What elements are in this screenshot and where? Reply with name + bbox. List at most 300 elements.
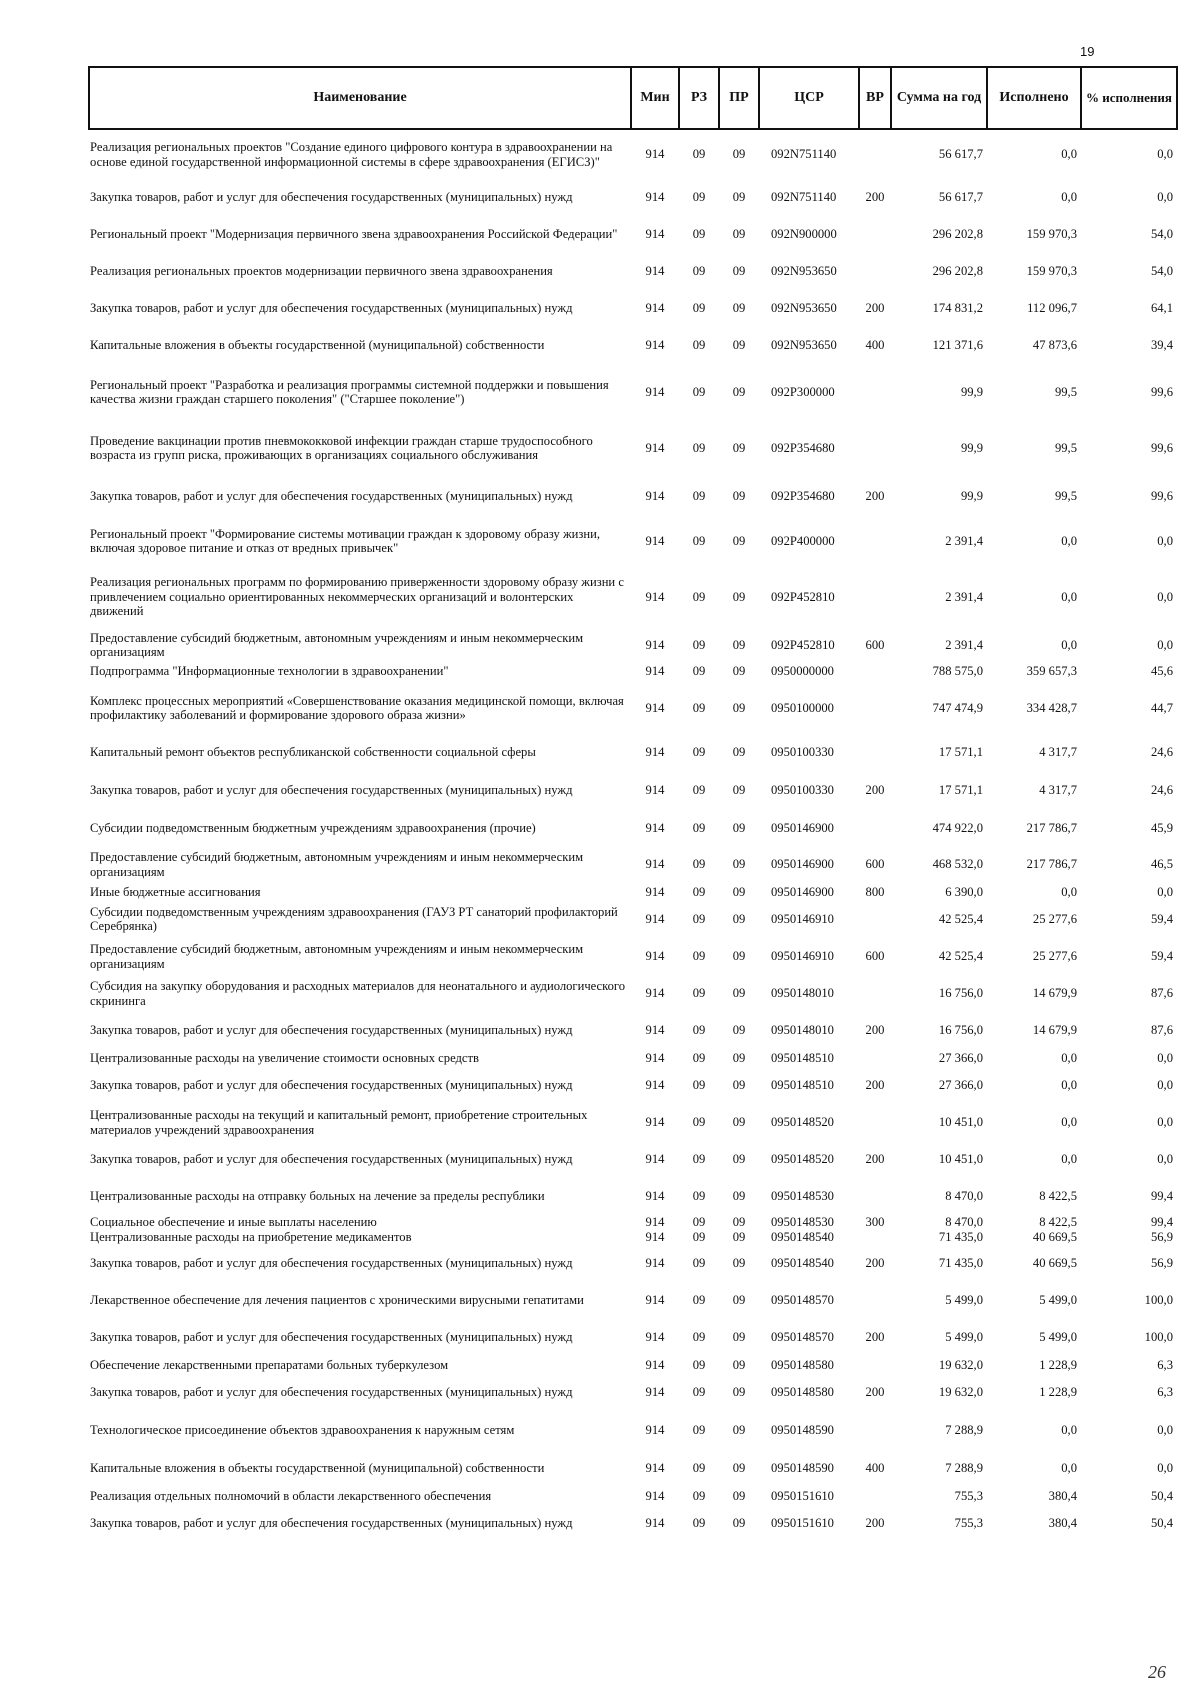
row-exec: 5 499,0 xyxy=(1039,1293,1077,1308)
row-min: 914 xyxy=(645,1215,665,1230)
row-sum: 8 470,0 xyxy=(945,1215,983,1230)
row-min: 914 xyxy=(645,440,665,455)
row-vr xyxy=(859,516,891,566)
row-perc: 87,6 xyxy=(1150,986,1173,1001)
row-csr: 092P400000 xyxy=(771,533,835,548)
row-name: Проведение вакцинации против пневмококковой инфекции граждан старше трудоспособного возраста из групп риска, проживающих в организациях социального обслуживания xyxy=(90,433,593,462)
row-sum: 121 371,6 xyxy=(932,338,983,353)
row-perc: 87,6 xyxy=(1150,1023,1173,1038)
row-vr xyxy=(859,736,891,769)
row-csr: 092N751140 xyxy=(771,147,837,162)
row-name: Закупка товаров, работ и услуг для обеспечения государственных (муниципальных) нужд xyxy=(90,1256,573,1271)
row-perc: 50,4 xyxy=(1150,1516,1173,1531)
row-vr xyxy=(859,364,891,420)
row-rz: 09 xyxy=(692,820,706,835)
row-exec: 8 422,5 xyxy=(1039,1215,1077,1230)
row-exec: 0,0 xyxy=(1061,1422,1077,1437)
header-sum: Сумма на год xyxy=(891,67,987,129)
row-vr xyxy=(859,900,891,938)
row-csr: 092N953650 xyxy=(771,301,837,316)
row-perc: 59,4 xyxy=(1150,949,1173,964)
row-pr: 09 xyxy=(732,264,746,279)
row-sum: 2 391,4 xyxy=(945,589,983,604)
table-header-row xyxy=(89,67,1177,129)
row-min: 914 xyxy=(645,911,665,926)
row-name: Региональный проект "Формирование системы мотивации граждан к здоровому образу жизни, включая здоровое питание и отказ от вредных привычек" xyxy=(90,526,600,555)
row-exec: 380,4 xyxy=(1048,1488,1077,1503)
row-exec: 0,0 xyxy=(1061,1152,1077,1167)
table-row xyxy=(89,1215,1177,1230)
row-pr: 09 xyxy=(732,1115,746,1130)
row-csr: 0950148520 xyxy=(771,1152,834,1167)
row-sum: 174 831,2 xyxy=(932,301,983,316)
row-pr: 09 xyxy=(732,589,746,604)
table-row xyxy=(89,1067,1177,1104)
table-row xyxy=(89,364,1177,420)
row-exec: 0,0 xyxy=(1061,533,1077,548)
row-vr: 200 xyxy=(865,1256,885,1271)
row-pr: 09 xyxy=(732,533,746,548)
row-exec: 0,0 xyxy=(1061,147,1077,162)
row-rz: 09 xyxy=(692,1357,706,1372)
row-sum: 17 571,1 xyxy=(938,782,983,797)
row-rz: 09 xyxy=(692,1293,706,1308)
row-vr xyxy=(859,1230,891,1245)
row-sum: 16 756,0 xyxy=(938,986,983,1001)
row-perc: 0,0 xyxy=(1157,1460,1173,1475)
row-pr: 09 xyxy=(732,301,746,316)
row-min: 914 xyxy=(645,338,665,353)
row-exec: 0,0 xyxy=(1061,1460,1077,1475)
row-name: Капитальный ремонт объектов республиканской собственности социальной сферы xyxy=(90,745,536,760)
table-row xyxy=(89,1245,1177,1282)
row-exec: 1 228,9 xyxy=(1039,1385,1077,1400)
row-sum: 8 470,0 xyxy=(945,1189,983,1204)
row-name: Предоставление субсидий бюджетным, автономным учреждениям и иным некоммерческим организациям xyxy=(90,630,584,659)
row-min: 914 xyxy=(645,384,665,399)
row-sum: 788 575,0 xyxy=(932,663,983,678)
row-csr: 0950148570 xyxy=(771,1293,834,1308)
row-exec: 0,0 xyxy=(1061,637,1077,652)
row-perc: 0,0 xyxy=(1157,1078,1173,1093)
table-row xyxy=(89,290,1177,327)
row-vr: 200 xyxy=(865,1078,885,1093)
row-min: 914 xyxy=(645,1488,665,1503)
row-min: 914 xyxy=(645,1422,665,1437)
row-min: 914 xyxy=(645,264,665,279)
row-rz: 09 xyxy=(692,782,706,797)
row-min: 914 xyxy=(645,663,665,678)
row-sum: 16 756,0 xyxy=(938,1023,983,1038)
row-pr: 09 xyxy=(732,227,746,242)
row-perc: 99,6 xyxy=(1150,440,1173,455)
row-perc: 46,5 xyxy=(1150,857,1173,872)
row-sum: 99,9 xyxy=(960,384,983,399)
row-sum: 296 202,8 xyxy=(932,227,983,242)
row-rz: 09 xyxy=(692,1152,706,1167)
row-csr: 0950148010 xyxy=(771,986,834,1001)
row-pr: 09 xyxy=(732,1189,746,1204)
row-sum: 6 390,0 xyxy=(945,884,983,899)
row-exec: 47 873,6 xyxy=(1032,338,1077,353)
table-row xyxy=(89,1141,1177,1178)
row-sum: 19 632,0 xyxy=(938,1385,983,1400)
row-vr: 800 xyxy=(865,884,885,899)
row-rz: 09 xyxy=(692,1422,706,1437)
row-name: Реализация отдельных полномочий в области лекарственного обеспечения xyxy=(90,1488,492,1503)
row-sum: 19 632,0 xyxy=(938,1357,983,1372)
row-pr: 09 xyxy=(732,884,746,899)
row-vr xyxy=(859,253,891,290)
row-rz: 09 xyxy=(692,589,706,604)
row-csr: 092P300000 xyxy=(771,384,835,399)
row-pr: 09 xyxy=(732,949,746,964)
row-vr xyxy=(859,216,891,253)
row-name: Субсидии подведомственным бюджетным учреждениям здравоохранения (прочие) xyxy=(90,820,536,835)
row-pr: 09 xyxy=(732,1516,746,1531)
table-row xyxy=(89,1356,1177,1374)
row-min: 914 xyxy=(645,301,665,316)
row-exec: 99,5 xyxy=(1054,488,1077,503)
row-min: 914 xyxy=(645,533,665,548)
row-vr xyxy=(859,1411,891,1449)
row-sum: 99,9 xyxy=(960,488,983,503)
row-min: 914 xyxy=(645,1115,665,1130)
table-row xyxy=(89,1487,1177,1505)
row-vr xyxy=(859,566,891,628)
table-row xyxy=(89,811,1177,845)
row-min: 914 xyxy=(645,1460,665,1475)
row-pr: 09 xyxy=(732,857,746,872)
row-pr: 09 xyxy=(732,1256,746,1271)
row-rz: 09 xyxy=(692,884,706,899)
row-name: Социальное обеспечение и иные выплаты населению xyxy=(90,1215,377,1230)
row-exec: 99,5 xyxy=(1054,384,1077,399)
row-name: Закупка товаров, работ и услуг для обеспечения государственных (муниципальных) нужд xyxy=(90,782,573,797)
row-perc: 100,0 xyxy=(1144,1293,1173,1308)
row-rz: 09 xyxy=(692,1115,706,1130)
row-sum: 755,3 xyxy=(954,1488,983,1503)
row-perc: 99,6 xyxy=(1150,384,1173,399)
row-vr: 200 xyxy=(865,488,885,503)
row-rz: 09 xyxy=(692,440,706,455)
row-csr: 0950148510 xyxy=(771,1050,834,1065)
header-pr: ПР xyxy=(719,67,759,129)
row-perc: 0,0 xyxy=(1157,589,1173,604)
row-pr: 09 xyxy=(732,1330,746,1345)
table-row xyxy=(89,1104,1177,1141)
row-exec: 0,0 xyxy=(1061,589,1077,604)
row-name: Закупка товаров, работ и услуг для обеспечения государственных (муниципальных) нужд xyxy=(90,1078,573,1093)
row-vr: 200 xyxy=(865,1152,885,1167)
row-vr: 200 xyxy=(865,301,885,316)
row-sum: 2 391,4 xyxy=(945,637,983,652)
row-min: 914 xyxy=(645,147,665,162)
row-sum: 747 474,9 xyxy=(932,700,983,715)
row-min: 914 xyxy=(645,488,665,503)
table-row xyxy=(89,129,1177,179)
row-name: Централизованные расходы на приобретение медикаментов xyxy=(90,1230,412,1245)
row-vr: 200 xyxy=(865,1516,885,1531)
row-exec: 0,0 xyxy=(1061,1078,1077,1093)
row-min: 914 xyxy=(645,884,665,899)
row-name: Закупка товаров, работ и услуг для обеспечения государственных (муниципальных) нужд xyxy=(90,1330,573,1345)
row-rz: 09 xyxy=(692,1023,706,1038)
row-sum: 56 617,7 xyxy=(938,147,983,162)
row-pr: 09 xyxy=(732,488,746,503)
row-name: Обеспечение лекарственными препаратами больных туберкулезом xyxy=(90,1357,449,1372)
row-vr: 600 xyxy=(865,949,885,964)
row-sum: 5 499,0 xyxy=(945,1330,983,1345)
row-perc: 6,3 xyxy=(1157,1357,1173,1372)
row-name: Предоставление субсидий бюджетным, автономным учреждениям и иным некоммерческим организациям xyxy=(90,942,584,971)
row-sum: 99,9 xyxy=(960,440,983,455)
row-vr: 200 xyxy=(865,1023,885,1038)
row-name: Региональный проект "Разработка и реализация программы системной поддержки и повышения качества жизни граждан старшего поколения" ("Старшее поколение") xyxy=(90,377,609,406)
row-csr: 092P452810 xyxy=(771,637,835,652)
row-sum: 5 499,0 xyxy=(945,1293,983,1308)
table-row xyxy=(89,769,1177,811)
header-perc: % исполнения xyxy=(1081,67,1177,129)
row-perc: 56,9 xyxy=(1150,1256,1173,1271)
row-name: Реализация региональных программ по формированию приверженности здоровому образу жизни с привлечением социально ориентированных некоммерческих организаций и волонтерских движений xyxy=(90,575,624,619)
row-perc: 24,6 xyxy=(1150,745,1173,760)
row-csr: 0950148570 xyxy=(771,1330,834,1345)
row-exec: 8 422,5 xyxy=(1039,1189,1077,1204)
row-name: Подпрограмма "Информационные технологии в здравоохранении" xyxy=(90,663,449,678)
row-perc: 39,4 xyxy=(1150,338,1173,353)
table-row xyxy=(89,327,1177,364)
row-rz: 09 xyxy=(692,533,706,548)
row-perc: 0,0 xyxy=(1157,637,1173,652)
row-sum: 27 366,0 xyxy=(938,1050,983,1065)
row-min: 914 xyxy=(645,190,665,205)
row-vr xyxy=(859,975,891,1012)
table-row xyxy=(89,253,1177,290)
row-min: 914 xyxy=(645,1293,665,1308)
row-rz: 09 xyxy=(692,949,706,964)
header-min: Мин xyxy=(631,67,679,129)
row-sum: 42 525,4 xyxy=(938,911,983,926)
table-row xyxy=(89,628,1177,662)
row-name: Закупка товаров, работ и услуг для обеспечения государственных (муниципальных) нужд xyxy=(90,488,573,503)
row-name: Субсидия на закупку оборудования и расходных материалов для неонатального и аудиологического скрининга xyxy=(90,979,626,1008)
row-exec: 159 970,3 xyxy=(1026,227,1077,242)
row-pr: 09 xyxy=(732,663,746,678)
row-exec: 5 499,0 xyxy=(1039,1330,1077,1345)
row-csr: 0950146910 xyxy=(771,949,834,964)
page-number: 19 xyxy=(1080,44,1095,59)
row-csr: 092N953650 xyxy=(771,264,837,279)
row-sum: 7 288,9 xyxy=(945,1422,983,1437)
row-csr: 0950146900 xyxy=(771,857,834,872)
row-sum: 10 451,0 xyxy=(938,1115,983,1130)
row-name: Закупка товаров, работ и услуг для обеспечения государственных (муниципальных) нужд xyxy=(90,1023,573,1038)
row-vr: 200 xyxy=(865,190,885,205)
row-csr: 0950148530 xyxy=(771,1215,834,1230)
row-pr: 09 xyxy=(732,820,746,835)
table-row xyxy=(89,900,1177,938)
table-row xyxy=(89,1505,1177,1542)
row-name: Централизованные расходы на текущий и капитальный ремонт, приобретение строительных материалов учреждений здравоохранения xyxy=(90,1108,588,1137)
row-vr xyxy=(859,1049,891,1067)
table-row xyxy=(89,1411,1177,1449)
row-exec: 99,5 xyxy=(1054,440,1077,455)
row-exec: 0,0 xyxy=(1061,1115,1077,1130)
row-vr: 200 xyxy=(865,782,885,797)
row-rz: 09 xyxy=(692,1460,706,1475)
row-rz: 09 xyxy=(692,1256,706,1271)
row-rz: 09 xyxy=(692,911,706,926)
row-exec: 1 228,9 xyxy=(1039,1357,1077,1372)
row-csr: 092P354680 xyxy=(771,440,835,455)
row-min: 914 xyxy=(645,986,665,1001)
row-rz: 09 xyxy=(692,986,706,1001)
row-perc: 50,4 xyxy=(1150,1488,1173,1503)
row-min: 914 xyxy=(645,820,665,835)
table-row xyxy=(89,1049,1177,1067)
row-name: Технологическое присоединение объектов здравоохранения к наружным сетям xyxy=(90,1422,515,1437)
row-rz: 09 xyxy=(692,857,706,872)
row-min: 914 xyxy=(645,782,665,797)
row-vr xyxy=(859,1104,891,1141)
row-rz: 09 xyxy=(692,1050,706,1065)
row-exec: 14 679,9 xyxy=(1032,1023,1077,1038)
row-pr: 09 xyxy=(732,384,746,399)
row-sum: 56 617,7 xyxy=(938,190,983,205)
row-csr: 0950148540 xyxy=(771,1230,834,1245)
row-rz: 09 xyxy=(692,338,706,353)
row-rz: 09 xyxy=(692,1189,706,1204)
row-pr: 09 xyxy=(732,1422,746,1437)
row-pr: 09 xyxy=(732,700,746,715)
row-csr: 0950151610 xyxy=(771,1488,834,1503)
row-min: 914 xyxy=(645,700,665,715)
table-row xyxy=(89,1178,1177,1215)
row-csr: 0950148520 xyxy=(771,1115,834,1130)
row-rz: 09 xyxy=(692,190,706,205)
table-row xyxy=(89,1230,1177,1245)
row-csr: 092P452810 xyxy=(771,589,835,604)
row-min: 914 xyxy=(645,1023,665,1038)
row-vr: 200 xyxy=(865,1385,885,1400)
budget-execution-table xyxy=(88,66,1178,1542)
row-exec: 40 669,5 xyxy=(1032,1256,1077,1271)
header-vr: ВР xyxy=(859,67,891,129)
row-csr: 0950148010 xyxy=(771,1023,834,1038)
row-perc: 0,0 xyxy=(1157,1422,1173,1437)
row-rz: 09 xyxy=(692,745,706,760)
row-min: 914 xyxy=(645,1516,665,1531)
row-min: 914 xyxy=(645,637,665,652)
row-csr: 0950148540 xyxy=(771,1256,834,1271)
row-sum: 71 435,0 xyxy=(938,1256,983,1271)
row-min: 914 xyxy=(645,1230,665,1245)
row-csr: 0950148590 xyxy=(771,1460,834,1475)
row-exec: 359 657,3 xyxy=(1026,663,1077,678)
row-min: 914 xyxy=(645,1189,665,1204)
row-pr: 09 xyxy=(732,1460,746,1475)
row-pr: 09 xyxy=(732,1078,746,1093)
row-exec: 217 786,7 xyxy=(1026,820,1077,835)
row-csr: 092P354680 xyxy=(771,488,835,503)
table-row xyxy=(89,680,1177,736)
row-name: Закупка товаров, работ и услуг для обеспечения государственных (муниципальных) нужд xyxy=(90,1516,573,1531)
row-min: 914 xyxy=(645,949,665,964)
row-pr: 09 xyxy=(732,190,746,205)
row-vr xyxy=(859,129,891,179)
row-sum: 7 288,9 xyxy=(945,1460,983,1475)
row-vr xyxy=(859,1356,891,1374)
header-rz: РЗ xyxy=(679,67,719,129)
row-sum: 17 571,1 xyxy=(938,745,983,760)
row-csr: 0950148530 xyxy=(771,1189,834,1204)
row-min: 914 xyxy=(645,745,665,760)
row-vr: 300 xyxy=(865,1215,885,1230)
row-vr: 600 xyxy=(865,857,885,872)
row-vr xyxy=(859,1282,891,1319)
row-min: 914 xyxy=(645,227,665,242)
row-csr: 0950148510 xyxy=(771,1078,834,1093)
row-perc: 54,0 xyxy=(1150,227,1173,242)
row-csr: 0950148580 xyxy=(771,1385,834,1400)
row-sum: 27 366,0 xyxy=(938,1078,983,1093)
row-name: Лекарственное обеспечение для лечения пациентов с хроническими вирусными гепатитами xyxy=(90,1293,584,1308)
row-perc: 0,0 xyxy=(1157,190,1173,205)
row-pr: 09 xyxy=(732,1385,746,1400)
row-csr: 0950148590 xyxy=(771,1422,834,1437)
row-exec: 159 970,3 xyxy=(1026,264,1077,279)
row-name: Капитальные вложения в объекты государственной (муниципальной) собственности xyxy=(90,338,545,353)
row-rz: 09 xyxy=(692,1215,706,1230)
row-perc: 0,0 xyxy=(1157,884,1173,899)
row-name: Закупка товаров, работ и услуг для обеспечения государственных (муниципальных) нужд xyxy=(90,1385,573,1400)
row-perc: 45,6 xyxy=(1150,663,1173,678)
row-vr: 400 xyxy=(865,1460,885,1475)
row-vr xyxy=(859,811,891,845)
row-sum: 755,3 xyxy=(954,1516,983,1531)
table-row xyxy=(89,476,1177,516)
table-row xyxy=(89,845,1177,884)
row-pr: 09 xyxy=(732,1357,746,1372)
row-name: Централизованные расходы на увеличение стоимости основных средств xyxy=(90,1050,479,1065)
row-rz: 09 xyxy=(692,1385,706,1400)
row-exec: 380,4 xyxy=(1048,1516,1077,1531)
table-row xyxy=(89,975,1177,1012)
row-pr: 09 xyxy=(732,1215,746,1230)
row-rz: 09 xyxy=(692,301,706,316)
row-pr: 09 xyxy=(732,1488,746,1503)
row-perc: 6,3 xyxy=(1157,1385,1173,1400)
table-row xyxy=(89,179,1177,216)
row-pr: 09 xyxy=(732,745,746,760)
row-vr xyxy=(859,680,891,736)
table-row xyxy=(89,1319,1177,1356)
header-csr: ЦСР xyxy=(759,67,859,129)
table-row xyxy=(89,736,1177,769)
row-pr: 09 xyxy=(732,338,746,353)
row-perc: 99,4 xyxy=(1150,1189,1173,1204)
row-csr: 0950100330 xyxy=(771,782,834,797)
row-perc: 54,0 xyxy=(1150,264,1173,279)
row-min: 914 xyxy=(645,857,665,872)
row-min: 914 xyxy=(645,1050,665,1065)
row-min: 914 xyxy=(645,1330,665,1345)
row-exec: 0,0 xyxy=(1061,884,1077,899)
row-pr: 09 xyxy=(732,1230,746,1245)
table-row xyxy=(89,420,1177,476)
table-row xyxy=(89,938,1177,975)
